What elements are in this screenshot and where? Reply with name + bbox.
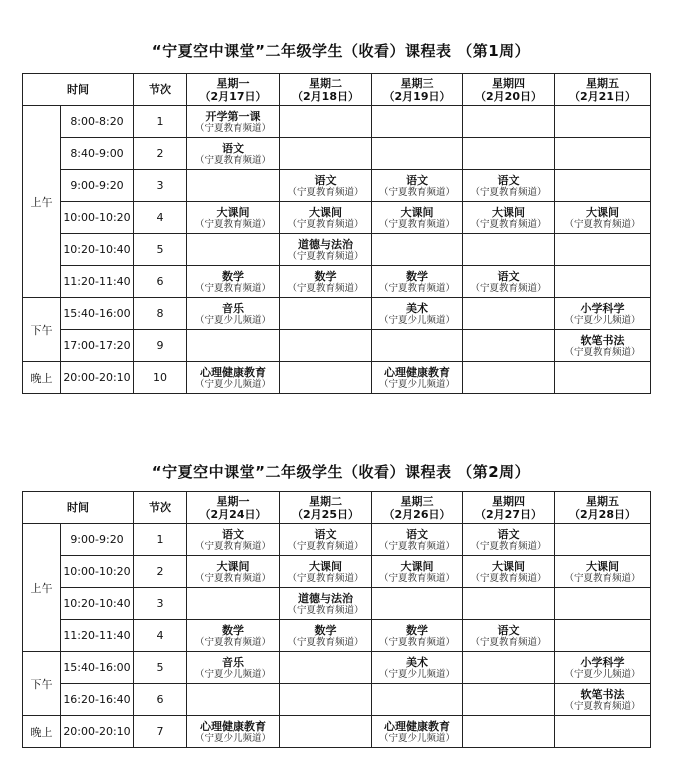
course-cell — [187, 588, 280, 620]
course-cell: 语文 （宁夏教育频道） — [463, 620, 555, 652]
week1-title: “宁夏空中课堂”二年级学生（收看）课程表 （第1周） — [151, 42, 531, 60]
course-cell — [463, 298, 555, 330]
course-cell: 数学 （宁夏教育频道） — [187, 266, 280, 298]
course-cell: 数学 （宁夏教育频道） — [187, 620, 280, 652]
course-cell: 心理健康教育 （宁夏少儿频道） — [187, 362, 280, 394]
lesson-number: 7 — [134, 716, 187, 748]
course-cell — [555, 106, 651, 138]
table-header-row — [23, 492, 651, 524]
lesson-number: 8 — [134, 298, 187, 330]
table-row — [23, 138, 651, 170]
table-row — [23, 330, 651, 362]
header-day-2: 星期二 （2月25日） — [280, 492, 372, 524]
header-day-1: 星期一 （2月17日） — [187, 74, 280, 106]
table-row — [23, 716, 651, 748]
course-cell — [555, 716, 651, 748]
period-morning: 上午 — [23, 524, 61, 652]
course-cell — [372, 234, 463, 266]
course-cell — [280, 330, 372, 362]
lesson-number: 6 — [134, 266, 187, 298]
time-cell: 10:20-10:40 — [61, 588, 134, 620]
course-cell — [280, 362, 372, 394]
course-cell: 语文 （宁夏教育频道） — [463, 524, 555, 556]
course-cell — [463, 716, 555, 748]
course-cell — [555, 266, 651, 298]
course-cell: 语文 （宁夏教育频道） — [372, 170, 463, 202]
course-cell: 数学 （宁夏教育频道） — [372, 620, 463, 652]
table-header-row — [23, 74, 651, 106]
period-evening: 晚上 — [23, 716, 61, 748]
course-cell: 音乐 （宁夏少儿频道） — [187, 652, 280, 684]
lesson-number: 10 — [134, 362, 187, 394]
course-cell: 大课间 （宁夏教育频道） — [372, 202, 463, 234]
course-cell: 数学 （宁夏教育频道） — [280, 620, 372, 652]
course-cell — [187, 170, 280, 202]
course-cell — [187, 684, 280, 716]
header-day-1: 星期一 （2月24日） — [187, 492, 280, 524]
course-cell — [463, 138, 555, 170]
course-cell: 语文 （宁夏教育频道） — [463, 170, 555, 202]
course-cell: 心理健康教育 （宁夏少儿频道） — [372, 716, 463, 748]
course-cell — [555, 170, 651, 202]
course-cell: 美术 （宁夏少儿频道） — [372, 652, 463, 684]
course-cell — [372, 588, 463, 620]
table-row — [23, 556, 651, 588]
course-cell: 语文 （宁夏教育频道） — [187, 138, 280, 170]
course-cell: 软笔书法 （宁夏教育频道） — [555, 330, 651, 362]
course-cell: 语文 （宁夏教育频道） — [463, 266, 555, 298]
table-row — [23, 652, 651, 684]
course-cell: 语文 （宁夏教育频道） — [280, 524, 372, 556]
course-cell: 小学科学 （宁夏少儿频道） — [555, 298, 651, 330]
header-day-5: 星期五 （2月28日） — [555, 492, 651, 524]
course-cell — [280, 652, 372, 684]
lesson-number: 1 — [134, 106, 187, 138]
header-lesson: 节次 — [134, 492, 187, 524]
course-cell: 心理健康教育 （宁夏少儿频道） — [372, 362, 463, 394]
course-cell — [463, 652, 555, 684]
course-cell: 美术 （宁夏少儿频道） — [372, 298, 463, 330]
lesson-number: 5 — [134, 652, 187, 684]
lesson-number: 9 — [134, 330, 187, 362]
course-cell: 大课间 （宁夏教育频道） — [555, 202, 651, 234]
lesson-number: 1 — [134, 524, 187, 556]
table-row — [23, 524, 651, 556]
course-cell — [555, 588, 651, 620]
header-day-3: 星期三 （2月26日） — [372, 492, 463, 524]
period-morning: 上午 — [23, 106, 61, 298]
time-cell: 9:00-9:20 — [61, 524, 134, 556]
course-cell — [463, 330, 555, 362]
period-evening: 晚上 — [23, 362, 61, 394]
course-cell — [463, 234, 555, 266]
course-cell: 软笔书法 （宁夏教育频道） — [555, 684, 651, 716]
course-cell — [372, 106, 463, 138]
course-cell: 语文 （宁夏教育频道） — [280, 170, 372, 202]
course-cell — [555, 620, 651, 652]
lesson-number: 3 — [134, 170, 187, 202]
course-cell: 音乐 （宁夏少儿频道） — [187, 298, 280, 330]
week1-schedule-table — [22, 73, 651, 394]
time-cell: 11:20-11:40 — [61, 266, 134, 298]
course-cell — [463, 106, 555, 138]
time-cell: 8:00-8:20 — [61, 106, 134, 138]
header-time: 时间 — [23, 74, 134, 106]
course-cell — [280, 298, 372, 330]
time-cell: 20:00-20:10 — [61, 716, 134, 748]
course-cell — [372, 138, 463, 170]
course-cell: 语文 （宁夏教育频道） — [187, 524, 280, 556]
time-cell: 9:00-9:20 — [61, 170, 134, 202]
course-cell: 小学科学 （宁夏少儿频道） — [555, 652, 651, 684]
header-day-4: 星期四 （2月20日） — [463, 74, 555, 106]
time-cell: 11:20-11:40 — [61, 620, 134, 652]
lesson-number: 4 — [134, 202, 187, 234]
time-cell: 8:40-9:00 — [61, 138, 134, 170]
period-afternoon: 下午 — [23, 298, 61, 362]
table-row — [23, 588, 651, 620]
table-row — [23, 106, 651, 138]
course-cell: 心理健康教育 （宁夏少儿频道） — [187, 716, 280, 748]
week2-schedule-table — [22, 491, 651, 748]
table-row — [23, 620, 651, 652]
header-day-2: 星期二 （2月18日） — [280, 74, 372, 106]
lesson-number: 2 — [134, 556, 187, 588]
course-cell: 数学 （宁夏教育频道） — [280, 266, 372, 298]
time-cell: 10:00-10:20 — [61, 202, 134, 234]
table-row — [23, 684, 651, 716]
course-cell: 大课间 （宁夏教育频道） — [463, 556, 555, 588]
lesson-number: 5 — [134, 234, 187, 266]
header-time: 时间 — [23, 492, 134, 524]
header-day-5: 星期五 （2月21日） — [555, 74, 651, 106]
course-cell: 大课间 （宁夏教育频道） — [280, 556, 372, 588]
course-cell — [555, 234, 651, 266]
lesson-number: 4 — [134, 620, 187, 652]
course-cell — [555, 524, 651, 556]
course-cell — [372, 684, 463, 716]
course-cell: 大课间 （宁夏教育频道） — [372, 556, 463, 588]
course-cell: 数学 （宁夏教育频道） — [372, 266, 463, 298]
table-row — [23, 170, 651, 202]
course-cell: 道德与法治 （宁夏教育频道） — [280, 588, 372, 620]
course-cell — [463, 362, 555, 394]
table-row — [23, 202, 651, 234]
time-cell: 20:00-20:10 — [61, 362, 134, 394]
time-cell: 17:00-17:20 — [61, 330, 134, 362]
table-row — [23, 234, 651, 266]
course-cell — [187, 330, 280, 362]
course-cell: 语文 （宁夏教育频道） — [372, 524, 463, 556]
course-cell — [463, 684, 555, 716]
course-cell — [187, 234, 280, 266]
time-cell: 15:40-16:00 — [61, 298, 134, 330]
course-cell — [463, 588, 555, 620]
header-lesson: 节次 — [134, 74, 187, 106]
course-cell — [555, 138, 651, 170]
time-cell: 15:40-16:00 — [61, 652, 134, 684]
header-day-4: 星期四 （2月27日） — [463, 492, 555, 524]
time-cell: 10:00-10:20 — [61, 556, 134, 588]
course-cell: 开学第一课 （宁夏教育频道） — [187, 106, 280, 138]
period-afternoon: 下午 — [23, 652, 61, 716]
course-cell — [280, 684, 372, 716]
course-cell: 大课间 （宁夏教育频道） — [187, 202, 280, 234]
course-cell: 道德与法治 （宁夏教育频道） — [280, 234, 372, 266]
lesson-number: 3 — [134, 588, 187, 620]
table-row — [23, 362, 651, 394]
course-cell — [280, 716, 372, 748]
table-row — [23, 266, 651, 298]
table-row — [23, 298, 651, 330]
lesson-number: 6 — [134, 684, 187, 716]
course-cell — [280, 138, 372, 170]
time-cell: 10:20-10:40 — [61, 234, 134, 266]
header-day-3: 星期三 （2月19日） — [372, 74, 463, 106]
week2-title: “宁夏空中课堂”二年级学生（收看）课程表 （第2周） — [151, 463, 531, 481]
course-cell — [280, 106, 372, 138]
course-cell: 大课间 （宁夏教育频道） — [463, 202, 555, 234]
course-cell — [372, 330, 463, 362]
course-cell: 大课间 （宁夏教育频道） — [280, 202, 372, 234]
lesson-number: 2 — [134, 138, 187, 170]
course-cell: 大课间 （宁夏教育频道） — [187, 556, 280, 588]
time-cell: 16:20-16:40 — [61, 684, 134, 716]
course-cell: 大课间 （宁夏教育频道） — [555, 556, 651, 588]
course-cell — [555, 362, 651, 394]
